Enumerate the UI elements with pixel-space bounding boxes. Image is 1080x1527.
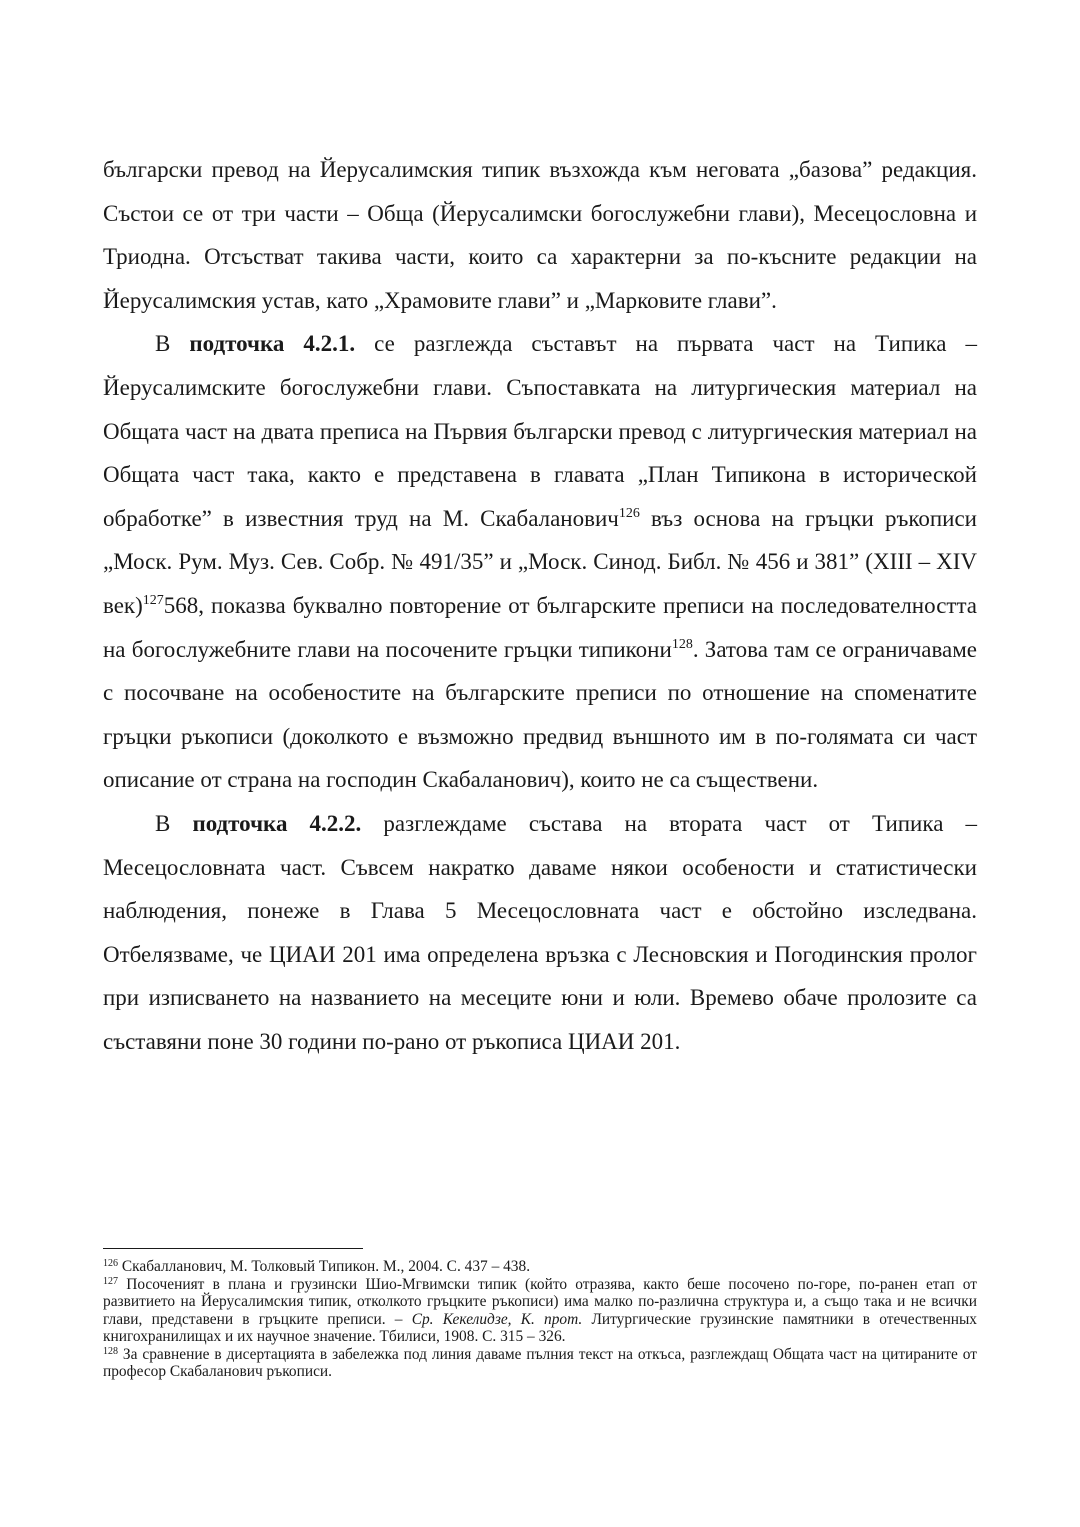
footnote-number: 126 — [103, 1258, 118, 1269]
paragraph-2-text-a: се разглежда съставът на първата част на Типика – Йерусалимските богослужебни глави. Съпоставката на литургическия материал на Общата част на двата преписа на Първия български превод с литургическия материал на Общата част така, както е представена в главата „План Типикона в исторической обработке” в известния труд на М. Скабаланович — [103, 331, 977, 531]
main-text — [103, 148, 977, 1063]
paragraph-2-text-b: въз основа на гръцки ръкописи „Моск. Рум. Муз. Сев. Собр. № 491/35” и „Моск. Синод. Библ. № 456 и 381” (XIII – XIV век) — [103, 505, 977, 618]
paragraph-1: български превод на Йерусалимския типик възхожда към неговата „базова” редакция. Състои се от три части – Обща (Йерусалимски богослужебни глави), Месецословна и Триодна. Отсъстват такива части, които са характерни за по-късните редакции на Йерусалимския устав, като „Храмовите глави” и „Марковите глави”. — [103, 157, 977, 313]
footnote-text: Скабалланович, М. Толковый Типикон. М., 2004. С. 437 – 438. — [118, 1258, 531, 1275]
footnote-text: Посоченият в плана и грузински Шио-Мгвимски типик (който отразява, както беше посочено по-горе, по-ранен етап от развитието на Йерусалимския типик, отколкото гръцките ръкописи) има малко по-различна структура и, а също така и не всички глави, представени в гръцките преписи. – — [103, 1275, 977, 1328]
footnote-text: За сравнение в дисертацията в забележка под линия даваме пълния текст на откъса, разглеждащ Общата част на цитираните от професор Скабаланович ръкописи. — [103, 1345, 977, 1380]
footnote-126 — [103, 1258, 977, 1276]
footnote-ref-127[interactable]: 127 — [142, 592, 164, 608]
footnote-separator — [103, 1248, 363, 1249]
footnote-128 — [103, 1346, 977, 1381]
footnote-number: 127 — [103, 1275, 118, 1287]
footnote-citation-italic: Ср. Кекелидзе, К. прот. — [411, 1310, 583, 1328]
footnote-text: Литургические грузинские памятники в отечественных книгохранилищах и их научное значение. Тбилиси, 1908. С. 315 – 326. — [103, 1310, 977, 1345]
paragraph-3 — [103, 802, 977, 1064]
footnote-ref-126[interactable]: 126 — [618, 505, 640, 521]
subsection-4-2-1-label: подточка 4.2.1. — [189, 331, 356, 357]
subsection-4-2-2-label: подточка 4.2.2. — [192, 810, 362, 836]
paragraph-2-lead: В — [155, 331, 190, 357]
paragraph-3-lead: В — [155, 810, 193, 836]
footnote-ref-128[interactable]: 128 — [671, 636, 693, 652]
footnote-number: 128 — [103, 1345, 118, 1357]
footnote-127 — [103, 1276, 977, 1346]
paragraph-2 — [103, 322, 977, 802]
footnotes — [103, 1258, 977, 1381]
paragraph-3-text: разглеждаме състава на втората част от Типика – Месецословната част. Съвсем накратко даваме някои особености и статистически наблюдения, понеже в Глава 5 Месецословната част е обстойно изследвана. Отбелязваме, че ЦИАИ 201 има определена връзка с Лесновския и Погодинския пролог при изписването на названието на месеците юни и юли. Времево обаче пролозите са съставяни поне 30 години по-рано от ръкописа ЦИАИ 201. — [103, 810, 978, 1054]
paragraph-2-text-d: . Затова там се ограничаваме с посочване на особеностите на българските преписи по отношение на споменатите гръцки ръкописи (доколкото е възможно предвид външното им в по-голямата си част описание от страна на господин Скабаланович), които не са съществени. — [103, 636, 977, 793]
paragraph-2-text-c: 568, показва буквално повторение от българските преписи на последователността на богослужебните глави на посочените гръцки типикони — [103, 592, 977, 662]
